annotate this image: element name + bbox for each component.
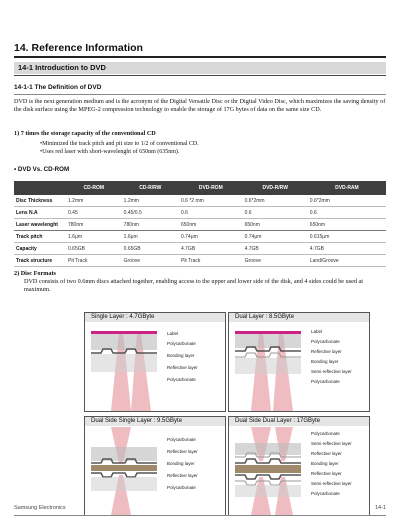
layer-label: Semi-reflective layer — [311, 481, 352, 486]
table-cell: 0.6*2mm — [308, 195, 386, 207]
format-panel-single-layer — [84, 312, 226, 412]
layer-label: Bonding layer — [167, 461, 195, 466]
layer-label: Polycarbonate — [167, 341, 196, 346]
point2-paragraph: DVD consists of two 0.6mm discs attached together, enabling access to the upper and lower side of the disk, and 4 sides could be used at maximum. — [24, 278, 363, 293]
table-header: CD-R/RW — [122, 181, 179, 195]
table-cell: 1.2mm — [122, 195, 179, 207]
title-rule — [14, 56, 386, 58]
format-title: Dual Side Single Layer : 9.5GByte — [85, 417, 225, 426]
polycarbonate-layer — [235, 443, 301, 455]
table-cell: Pit Track — [179, 255, 243, 267]
layer-label: Reflective layer — [311, 471, 342, 476]
subsection-rule — [14, 94, 386, 95]
layer-label: Reflective layer — [167, 449, 198, 454]
table-cell: 780nm — [66, 219, 122, 231]
table-cell: 0.615μm — [308, 231, 386, 243]
row-label: Lens N.A — [14, 207, 66, 219]
point2-heading: 2) Disc Formats — [14, 270, 56, 277]
table-header — [14, 181, 66, 195]
format-panel-dual-layer — [228, 312, 370, 412]
table-cell: 1.2mm — [66, 195, 122, 207]
table-header-row — [14, 181, 386, 195]
dual-side-dual-layer-diagram — [229, 427, 369, 515]
dual-layer-diagram — [229, 323, 369, 411]
table-cell: 0.6 — [308, 207, 386, 219]
layer-label: Bonding layer — [167, 353, 195, 358]
layer-label: Reflective layer — [311, 349, 342, 354]
polycarbonate-layer — [91, 447, 157, 461]
layer-label: Reflective layer — [167, 473, 198, 478]
table-cell: 0.6 *2 mm — [179, 195, 243, 207]
table-cell: 780nm — [122, 219, 179, 231]
semi-reflective-layer — [235, 353, 301, 357]
row-label: Track pitch — [14, 231, 66, 243]
table-row — [14, 219, 386, 231]
layer-label: Label — [311, 329, 323, 334]
subsection-title: 14-1-1 The Definition of DVD — [14, 84, 102, 91]
table-row — [14, 207, 386, 219]
polycarbonate-layer — [235, 485, 301, 497]
layer-label: Polycarbonate — [311, 491, 340, 496]
table-cell: 0.6*2mm — [243, 195, 308, 207]
layer-label: Polycarbonate — [167, 437, 196, 442]
table-row — [14, 231, 386, 243]
format-title: Single Layer : 4.7GByte — [85, 313, 225, 322]
table-cell: 4.7GB — [308, 243, 386, 255]
layer-label: Bonding layer — [311, 461, 339, 466]
polycarbonate-layer — [91, 354, 157, 372]
layer-label: Polycarbonate — [311, 379, 340, 384]
table-cell: 4.7GB — [243, 243, 308, 255]
layer-label: Polycarbonate — [311, 339, 340, 344]
layer-label: Semi-reflective layer — [311, 441, 352, 446]
row-label: Disc Thickness — [14, 195, 66, 207]
table-cell: 0.45/0.5 — [122, 207, 179, 219]
row-label: Track structure — [14, 255, 66, 267]
table-cell: 4.7GB — [179, 243, 243, 255]
polycarbonate-layer — [235, 334, 301, 348]
layer-label: Bonding layer — [311, 359, 339, 364]
table-cell: 650nm — [243, 219, 308, 231]
layer-label: Semi-reflective layer — [311, 369, 352, 374]
reflective-layer — [235, 475, 301, 479]
table-header: DVD-RAM — [308, 181, 386, 195]
section-title: 14-1 Introduction to DVD — [18, 63, 106, 72]
page-title: 14. Reference Information — [14, 42, 143, 54]
point1-heading: 1) 7 times the storage capacity of the conventional CD — [14, 130, 156, 137]
layer-label: Polycarbonate — [311, 431, 340, 436]
bonding-layer — [91, 465, 157, 471]
polycarbonate-layer — [91, 477, 157, 491]
table-cell: 0.45 — [66, 207, 122, 219]
format-panel-dual-side-single-layer — [84, 416, 226, 516]
format-panel-dual-side-dual-layer — [228, 416, 370, 516]
table-cell: 0.74μm — [179, 231, 243, 243]
label-layer — [91, 331, 157, 334]
polycarbonate-layer — [91, 334, 157, 350]
table-cell: 1.6μm — [66, 231, 122, 243]
table-cell: 0.65GB — [66, 243, 122, 255]
format-title: Dual Side Dual Layer : 17GByte — [229, 417, 369, 426]
layer-label: Reflective layer — [311, 451, 342, 456]
label-layer — [235, 331, 301, 334]
format-title: Dual Layer : 8.5GByte — [229, 313, 369, 322]
row-label: Capacity — [14, 243, 66, 255]
table-cell: 650nm — [308, 219, 386, 231]
reflective-layer — [235, 459, 301, 463]
point1-bullet: •Uses red laser with short-wavelenght of 650nm (635nm). — [40, 149, 180, 155]
layer-label: Reflective layer — [167, 365, 198, 370]
layer-label: Polycarbonate — [167, 377, 196, 382]
layer-label: Polycarbonate — [167, 485, 196, 490]
table-cell: 0.65GB — [122, 243, 179, 255]
table-cell: Groove — [122, 255, 179, 267]
single-layer-diagram — [85, 323, 225, 411]
row-label: Laser wavelenght — [14, 219, 66, 231]
table-cell: 0.74μm — [243, 231, 308, 243]
dual-side-single-layer-diagram — [85, 427, 225, 515]
table-cell: Groove — [243, 255, 308, 267]
bonding-layer — [235, 465, 301, 473]
table-cell: Land/Groove — [308, 255, 386, 267]
table-header: DVD-ROM — [179, 181, 243, 195]
layer-label: Label — [167, 331, 179, 336]
section-rule — [14, 75, 386, 76]
table-header: CD-ROM — [66, 181, 122, 195]
point1-bullet: •Minimized the track pitch and pit size to 1/2 of conventional CD. — [40, 141, 199, 147]
table-cell: 0.6 — [243, 207, 308, 219]
intro-paragraph: DVD is the next generation medium and is the acronym of the Digital Versatile Disc or thr Digital Video Disc, which maximizes the saving density of the disk surface using the MPEG-2 compression technology to enable the storage of 17G bytes of data on the same size CD. — [14, 98, 386, 113]
polycarbonate-layer — [235, 358, 301, 374]
reflective-layer — [91, 473, 157, 477]
table-row — [14, 243, 386, 255]
footer-page-number: 14-1 — [374, 505, 386, 511]
table-cell: 0.6 — [179, 207, 243, 219]
table-cell: 1.6μm — [122, 231, 179, 243]
footer-rule — [14, 515, 386, 516]
table-cell: Pit Track — [66, 255, 122, 267]
table-cell: 650nm — [179, 219, 243, 231]
footer-company: Samsung Electronics — [14, 505, 66, 511]
comparison-table — [14, 181, 386, 267]
table-header: DVD-R/RW — [243, 181, 308, 195]
semi-reflective-layer — [235, 481, 301, 485]
table-row — [14, 195, 386, 207]
table-row — [14, 255, 386, 267]
compare-heading: • DVD Vs. CD-ROM — [14, 166, 70, 173]
